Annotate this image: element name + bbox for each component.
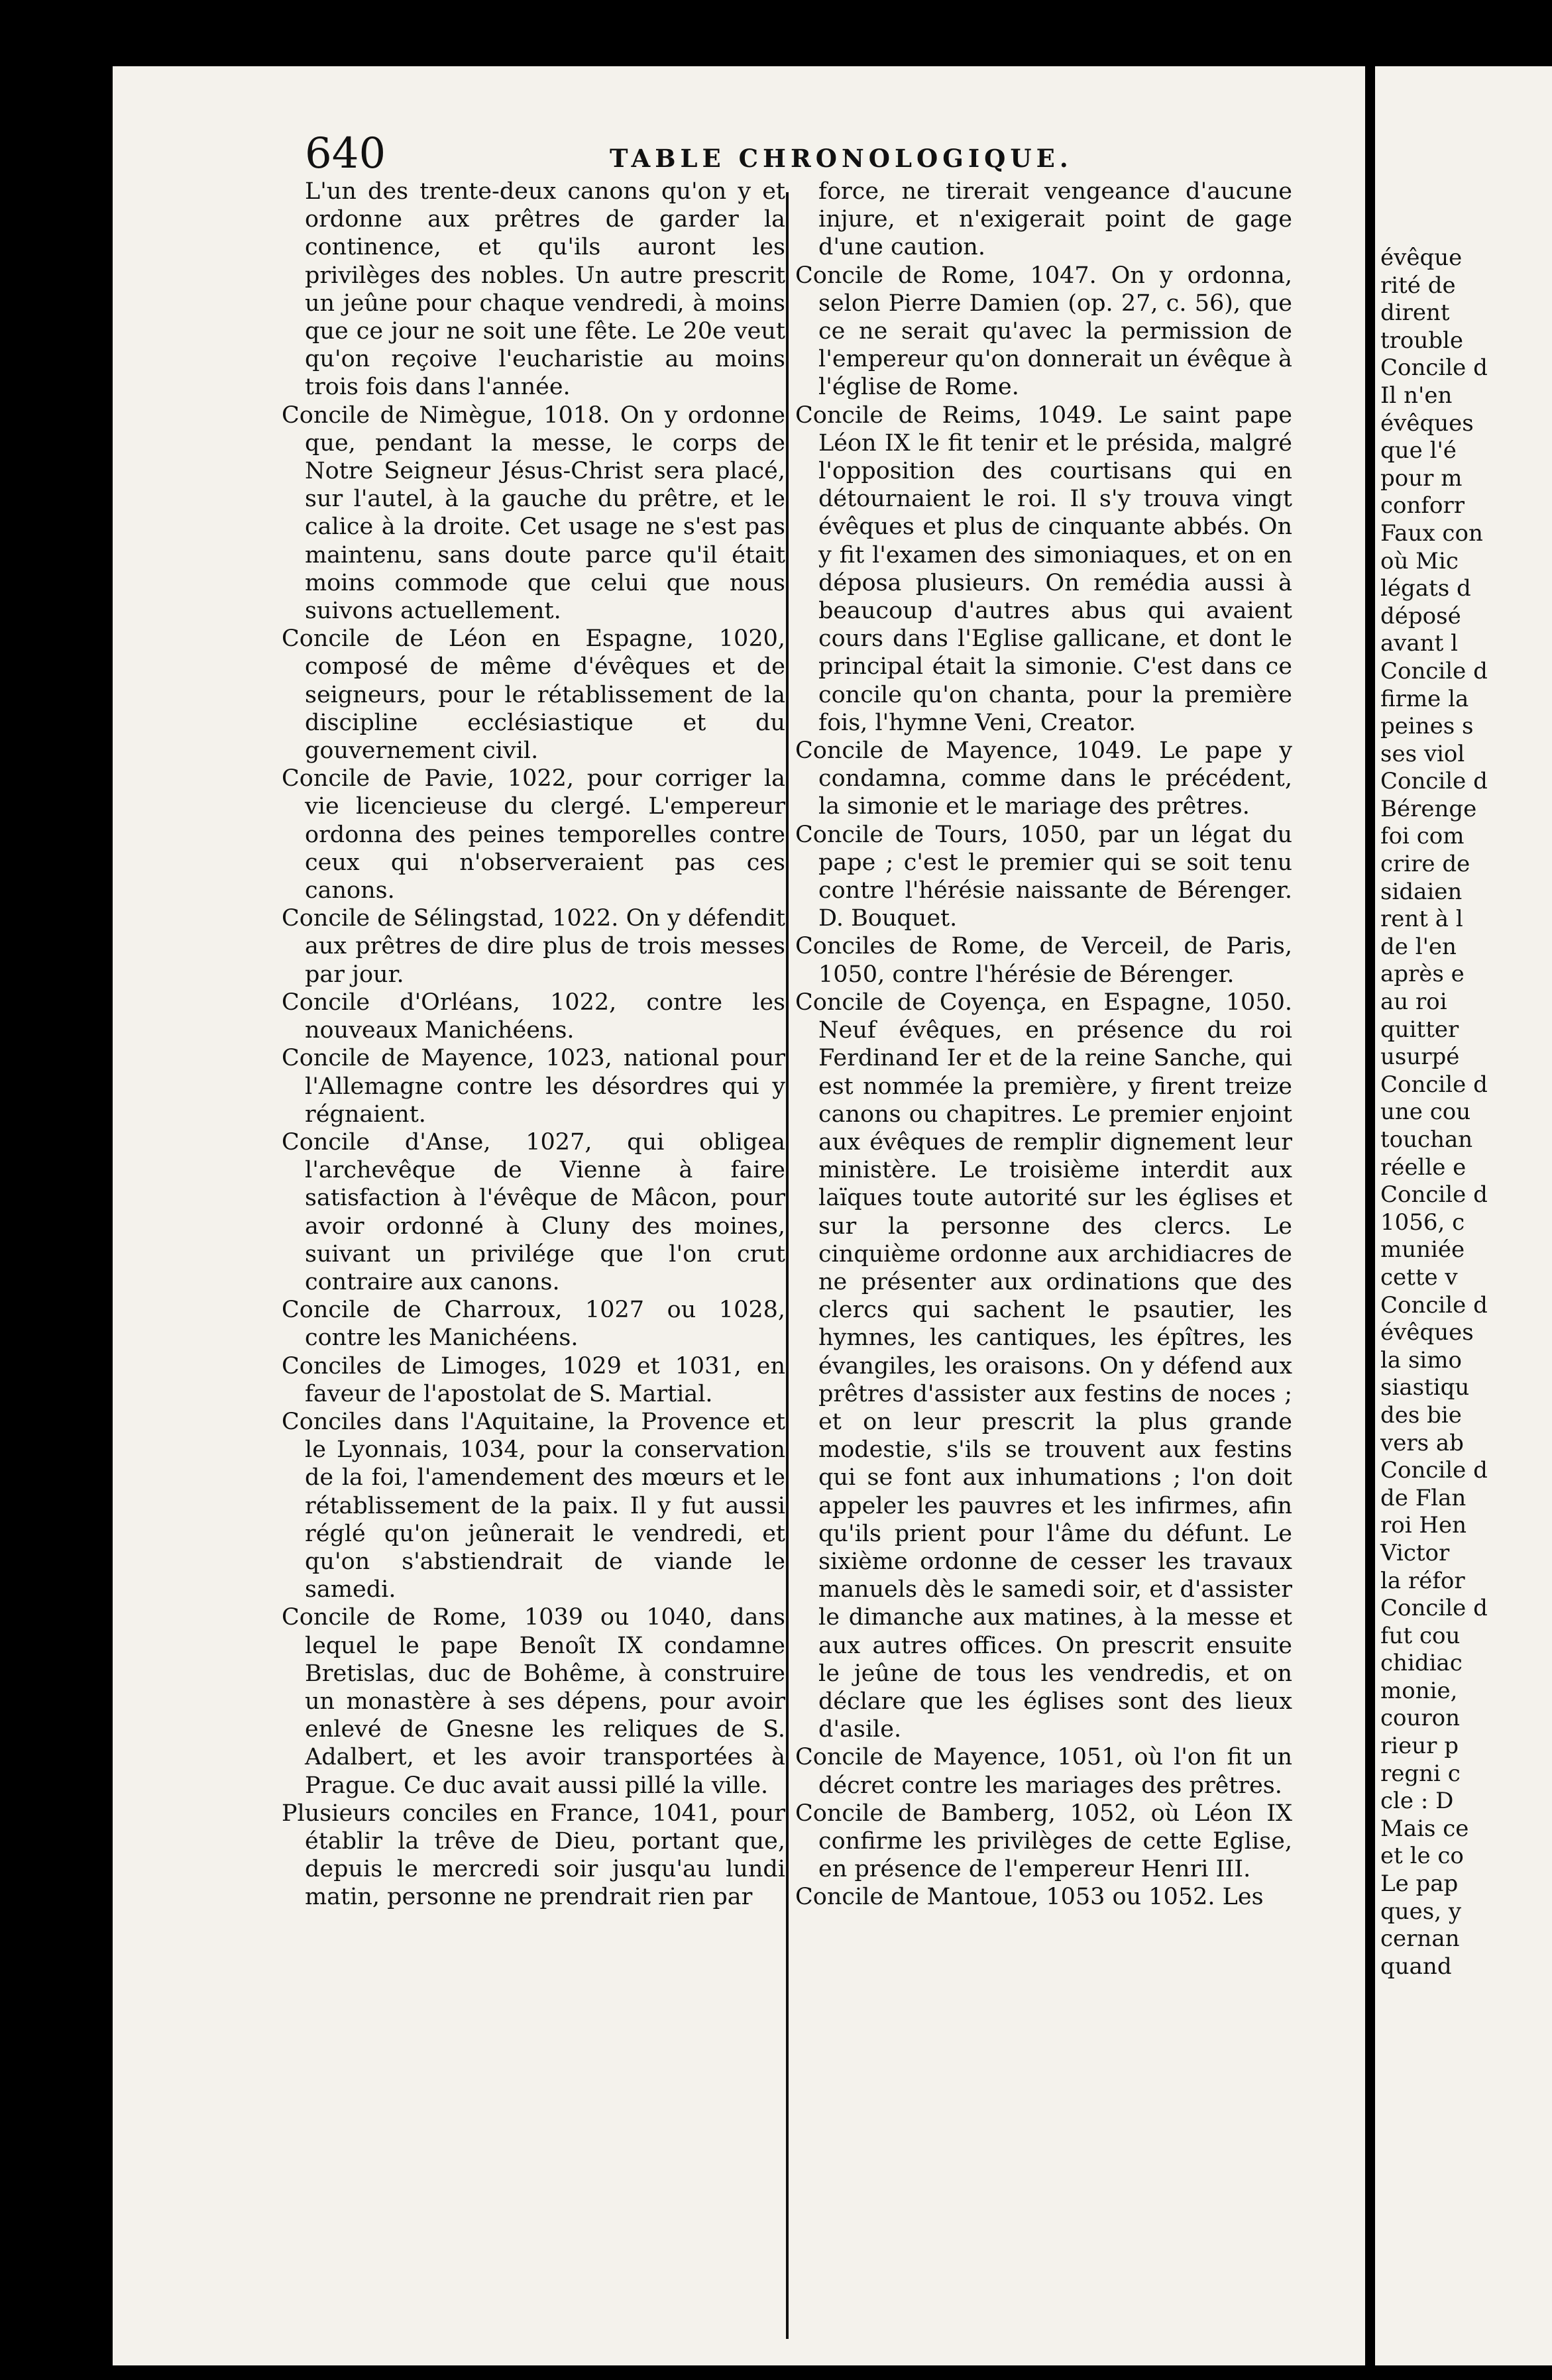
council-entry: Concile de Reims, 1049. Le saint pape Léon IX le fit tenir et le présida, malgré l'opposition des courtisans qui en détournaient le roi. Il s'y trouva vingt évêques et plus de cinquante abbés. On y fit l'examen des simoniaques, et on en déposa plusieurs. On remédia aussi à beaucoup d'autres abus qui avaient cours dans l'Eglise gallicane, et dont le principal était la simonie. C'est dans ce concile qu'on chanta, pour la première fois, l'hymne Veni, Creator. xyxy=(795,402,1292,736)
left-column xyxy=(282,178,785,1912)
fragment-line: évêque xyxy=(1380,244,1463,271)
fragment-line: déposé xyxy=(1380,602,1461,629)
next-page-fragments xyxy=(1375,244,1488,1980)
continued-paragraph: L'un des trente-deux canons qu'on y et ordonne aux prêtres de garder la continence, et qu'ils auront les privilèges des nobles. Un autre prescrit un jeûne pour chaque vendredi, à moins que ce jour ne soit une fête. Le 20e veut qu'on reçoive l'eucharistie au moins trois fois dans l'année. xyxy=(305,178,785,401)
fragment-line: Concile d xyxy=(1380,1071,1488,1098)
fragment-line: roi Hen xyxy=(1380,1512,1467,1539)
fragment-line: Victor xyxy=(1380,1539,1450,1566)
fragment-line: monie, xyxy=(1380,1677,1458,1704)
council-entry: Concile de Sélingstad, 1022. On y défendit aux prêtres de dire plus de trois messes par jour. xyxy=(282,905,785,988)
fragment-line: et le co xyxy=(1380,1843,1464,1870)
fragment-line: Mais ce xyxy=(1380,1815,1469,1842)
fragment-line: après e xyxy=(1380,961,1465,988)
fragment-line: de Flan xyxy=(1380,1484,1467,1511)
fragment-line: peines s xyxy=(1380,713,1474,740)
fragment-line: Concile d xyxy=(1380,1457,1488,1484)
fragment-line: Le pap xyxy=(1380,1870,1459,1898)
fragment-line: crire de xyxy=(1380,851,1470,878)
continued-paragraph: force, ne tirerait vengeance d'aucune injure, et n'exigerait point de gage d'une caution. xyxy=(818,178,1292,261)
fragment-line: Il n'en xyxy=(1380,382,1453,409)
fragment-line: avant l xyxy=(1380,630,1458,657)
fragment-line: 1056, c xyxy=(1380,1209,1465,1236)
fragment-line: rent à l xyxy=(1380,906,1463,933)
council-entry: Conciles de Limoges, 1029 et 1031, en faveur de l'apostolat de S. Martial. xyxy=(282,1352,785,1407)
fragment-line: dirent xyxy=(1380,299,1450,327)
fragment-line: Concile d xyxy=(1380,354,1488,382)
fragment-line: Concile d xyxy=(1380,657,1488,684)
council-entry: Concile de Pavie, 1022, pour corriger la vie licencieuse du clergé. L'empereur ordonna des peines temporelles contre ceux qui n'observeraient pas ces canons. xyxy=(282,765,785,904)
fragment-line: la réfor xyxy=(1380,1567,1465,1594)
fragment-line: usurpé xyxy=(1380,1044,1460,1071)
fragment-line: sidaien xyxy=(1380,878,1463,905)
fragment-line: ses viol xyxy=(1380,740,1465,767)
running-title: TABLE CHRONOLOGIQUE. xyxy=(610,144,1073,173)
fragment-line: foi com xyxy=(1380,823,1465,850)
fragment-line: des bie xyxy=(1380,1401,1462,1429)
fragment-line: siastiqu xyxy=(1380,1374,1470,1401)
fragment-line: conforr xyxy=(1380,492,1465,519)
council-entry: Concile de Mayence, 1049. Le pape y condamna, comme dans le précédent, la simonie et le mariage des prêtres. xyxy=(795,737,1292,820)
next-page-edge xyxy=(1375,66,1552,2365)
council-entry: Concile de Nimègue, 1018. On y ordonne que, pendant la messe, le corps de Notre Seigneur Jésus-Christ sera placé, sur l'autel, à la gauche du prêtre, et le calice à la droite. Cet usage ne s'est pas maintenu, sans doute parce qu'il était moins commode que celui que nous suivons actuellement. xyxy=(282,402,785,625)
fragment-line: Faux con xyxy=(1380,519,1483,547)
fragment-line: cette v xyxy=(1380,1264,1458,1291)
fragment-line: ques, y xyxy=(1380,1898,1462,1925)
fragment-line: regni c xyxy=(1380,1760,1461,1787)
council-entry: Concile d'Anse, 1027, qui obligea l'archevêque de Vienne à faire satisfaction à l'évêque de Mâcon, pour avoir ordonné à Cluny des moines, suivant un privilége que l'on crut contraire aux canons. xyxy=(282,1128,785,1295)
council-entry: Conciles de Rome, de Verceil, de Paris, 1050, contre l'hérésie de Bérenger. xyxy=(795,933,1292,988)
fragment-line: la simo xyxy=(1380,1346,1462,1374)
right-column xyxy=(795,178,1292,1912)
fragment-line: quand xyxy=(1380,1953,1452,1980)
fragment-line: une cou xyxy=(1380,1099,1471,1126)
column-rule xyxy=(786,192,789,2339)
fragment-line: légats d xyxy=(1380,575,1471,602)
fragment-line: vers ab xyxy=(1380,1429,1464,1456)
fragment-line: fut cou xyxy=(1380,1622,1461,1649)
council-entry: Concile d'Orléans, 1022, contre les nouveaux Manichéens. xyxy=(282,989,785,1044)
fragment-line: Concile d xyxy=(1380,1291,1488,1319)
fragment-line: que l'é xyxy=(1380,437,1457,464)
page-number: 640 xyxy=(305,129,386,178)
fragment-line: cle : D xyxy=(1380,1788,1454,1815)
fragment-line: Concile d xyxy=(1380,1595,1488,1622)
fragment-line: Concile d xyxy=(1380,1181,1488,1209)
council-entry: Conciles dans l'Aquitaine, la Provence et le Lyonnais, 1034, pour la conservation de la foi, l'amendement des mœurs et le rétablissement de la paix. Il y fut aussi réglé qu'on jeûnerait le vendredi, et qu'on s'abstiendrait de viande le samedi. xyxy=(282,1408,785,1603)
council-entry: Concile de Rome, 1047. On y ordonna, selon Pierre Damien (op. 27, c. 56), que ce ne serait qu'avec la permission de l'empereur qu'on donnerait un évêque à l'église de Rome. xyxy=(795,262,1292,401)
fragment-line: rieur p xyxy=(1380,1733,1459,1760)
fragment-line: réelle e xyxy=(1380,1154,1467,1181)
fragment-line: au roi xyxy=(1380,989,1447,1016)
fragment-line: cernan xyxy=(1380,1925,1460,1953)
council-entry: Concile de Rome, 1039 ou 1040, dans lequel le pape Benoît IX condamne Bretislas, duc de Bohême, à construire un monastère à ses dépens, pour avoir enlevé de Gnesne les reliques de S. Adalbert, et les avoir transportées à Prague. Ce duc avait aussi pillé la ville. xyxy=(282,1604,785,1799)
council-entry: Concile de Bamberg, 1052, où Léon IX confirme les privilèges de cette Eglise, en présence de l'empereur Henri III. xyxy=(795,1800,1292,1883)
fragment-line: évêques xyxy=(1380,409,1474,437)
council-entry: Concile de Mayence, 1051, où l'on fit un décret contre les mariages des prêtres. xyxy=(795,1744,1292,1799)
fragment-line: Bérenge xyxy=(1380,795,1477,822)
council-entry: Concile de Mantoue, 1053 ou 1052. Les xyxy=(795,1884,1264,1911)
council-entry: Concile de Mayence, 1023, national pour l'Allemagne contre les désordres qui y régnaient. xyxy=(282,1045,785,1128)
fragment-line: chidiac xyxy=(1380,1650,1463,1677)
fragment-line: couron xyxy=(1380,1705,1461,1732)
council-entry: Concile de Tours, 1050, par un légat du pape ; c'est le premier qui se soit tenu contre l'hérésie naissante de Bérenger. D. Bouquet. xyxy=(795,821,1292,932)
council-entry: Concile de Léon en Espagne, 1020, composé de même d'évêques et de seigneurs, pour le rétablissement de la discipline ecclésiastique et du gouvernement civil. xyxy=(282,625,785,765)
council-entry: Plusieurs conciles en France, 1041, pour établir la trêve de Dieu, portant que, depuis le mercredi soir jusqu'au lundi matin, personne ne prendrait rien par xyxy=(282,1800,785,1911)
fragment-line: trouble xyxy=(1380,327,1464,354)
fragment-line: rité de xyxy=(1380,272,1456,299)
fragment-line: firme la xyxy=(1380,685,1469,712)
fragment-line: où Mic xyxy=(1380,547,1459,574)
fragment-line: pour m xyxy=(1380,464,1463,492)
fragment-line: évêques xyxy=(1380,1319,1474,1346)
fragment-line: quitter xyxy=(1380,1016,1459,1043)
fragment-line: de l'en xyxy=(1380,933,1457,960)
council-entry: Concile de Coyença, en Espagne, 1050. Neuf évêques, en présence du roi Ferdinand Ier et de la reine Sanche, qui est nommée la première, y firent treize canons ou chapitres. Le premier enjoint aux évêques de remplir dignement leur ministère. Le troisième interdit aux laïques toute autorité sur les églises et sur la personne des clercs. Le cinquième ordonne aux archidiacres de ne présenter aux ordinations que des clercs qui sachent le psautier, les hymnes, les cantiques, les épîtres, les évangiles, les oraisons. On y défend aux prêtres d'assister aux festins de noces ; et on leur prescrit la plus grande modestie, s'ils se trouvent aux festins qui se font aux inhumations ; l'on doit appeler les pauvres et les infirmes, afin qu'ils prient pour l'âme du défunt. Le sixième ordonne de cesser les travaux manuels dès le samedi soir, et d'assister le dimanche aux matines, à la messe et aux autres offices. On prescrit ensuite le jeûne de tous les vendredis, et on déclare que les églises sont des lieux d'asile. xyxy=(795,989,1292,1743)
fragment-line: muniée xyxy=(1380,1236,1465,1264)
fragment-line: Concile d xyxy=(1380,768,1488,795)
council-entry: Concile de Charroux, 1027 ou 1028, contre les Manichéens. xyxy=(282,1297,785,1352)
fragment-line: touchan xyxy=(1380,1126,1473,1153)
